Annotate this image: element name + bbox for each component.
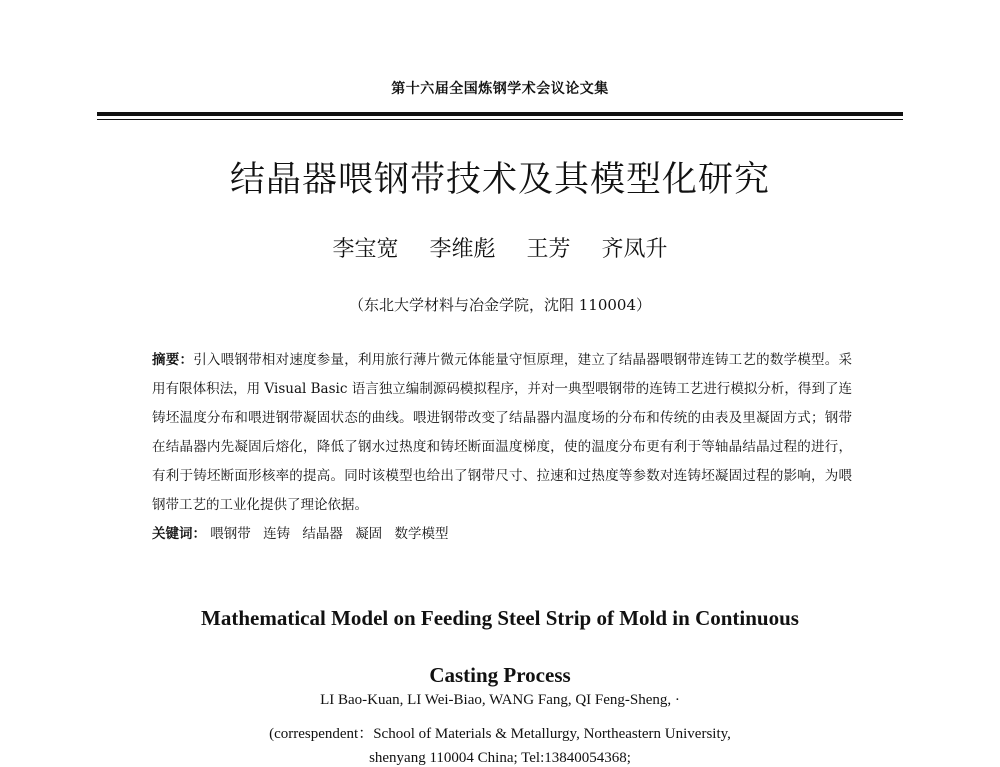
- keyword-1: 喂钢带: [210, 526, 251, 542]
- header-rule-thick: [97, 112, 903, 116]
- title-chinese: 结晶器喂钢带技术及其模型化研究: [229, 160, 770, 200]
- keywords-label: 关键词：: [152, 526, 206, 542]
- abstract-text: 引入喂钢带相对速度参量，利用旅行薄片微元体能量守恒原理，建立了结晶器喂钢带连铸工艺的数学模型。采用有限体积法，用 Visual Basic 语言独立编制源码模拟程序，并对一典型喂钢带的连铸工艺进行模拟分析，得到了连铸坯温度分布和喂进钢带凝固状态的曲线。喂进钢带改变了结晶器内温度场的分布和传统的由表及里凝固方式；钢带在结晶器内先凝固后熔化，降低了钢水过热度和铸坯断面温度梯度，使的温度分布更有利于等轴晶结晶过程的进行，有利于铸坯断面形核率的提高。同时该模型也给出了钢带尺寸、拉速和过热度等参数对连铸坯凝固过程的影响，为喂钢带工艺的工业化提供了理论依据。: [152, 352, 853, 513]
- author-cn-4: 齐凤升: [601, 237, 668, 262]
- abstract: [152, 346, 852, 520]
- correspondent-contact: shenyang 110004 China; Tel:13840054368;: [369, 750, 631, 766]
- keyword-4: 凝固: [355, 526, 383, 542]
- authors-english: LI Bao-Kuan, LI Wei-Biao, WANG Fang, QI Feng-Sheng, ·: [320, 692, 680, 708]
- affiliation-chinese: （东北大学材料与冶金学院，沈阳 110004）: [348, 296, 652, 314]
- keyword-3: 结晶器: [302, 526, 343, 542]
- keyword-2: 连铸: [263, 526, 291, 542]
- title-english-line-2: Casting Process: [429, 663, 571, 687]
- author-cn-3: 王芳: [526, 237, 571, 262]
- title-english-line-1: Mathematical Model on Feeding Steel Strip of Mold in Continuous: [201, 606, 799, 630]
- authors-chinese: [0, 232, 1000, 263]
- abstract-label: 摘要：: [152, 352, 194, 368]
- title-english: [0, 590, 1000, 704]
- keyword-5: 数学模型: [394, 526, 449, 542]
- correspondent-affiliation: (correspendent：School of Materials & Metallurgy, Northeastern University,: [269, 726, 731, 742]
- header-rule-thin: [97, 119, 903, 120]
- running-head: 第十六届全国炼钢学术会议论文集: [391, 81, 609, 97]
- author-cn-2: 李维彪: [429, 237, 496, 262]
- keywords: [152, 520, 852, 549]
- author-cn-1: 李宝宽: [332, 237, 399, 262]
